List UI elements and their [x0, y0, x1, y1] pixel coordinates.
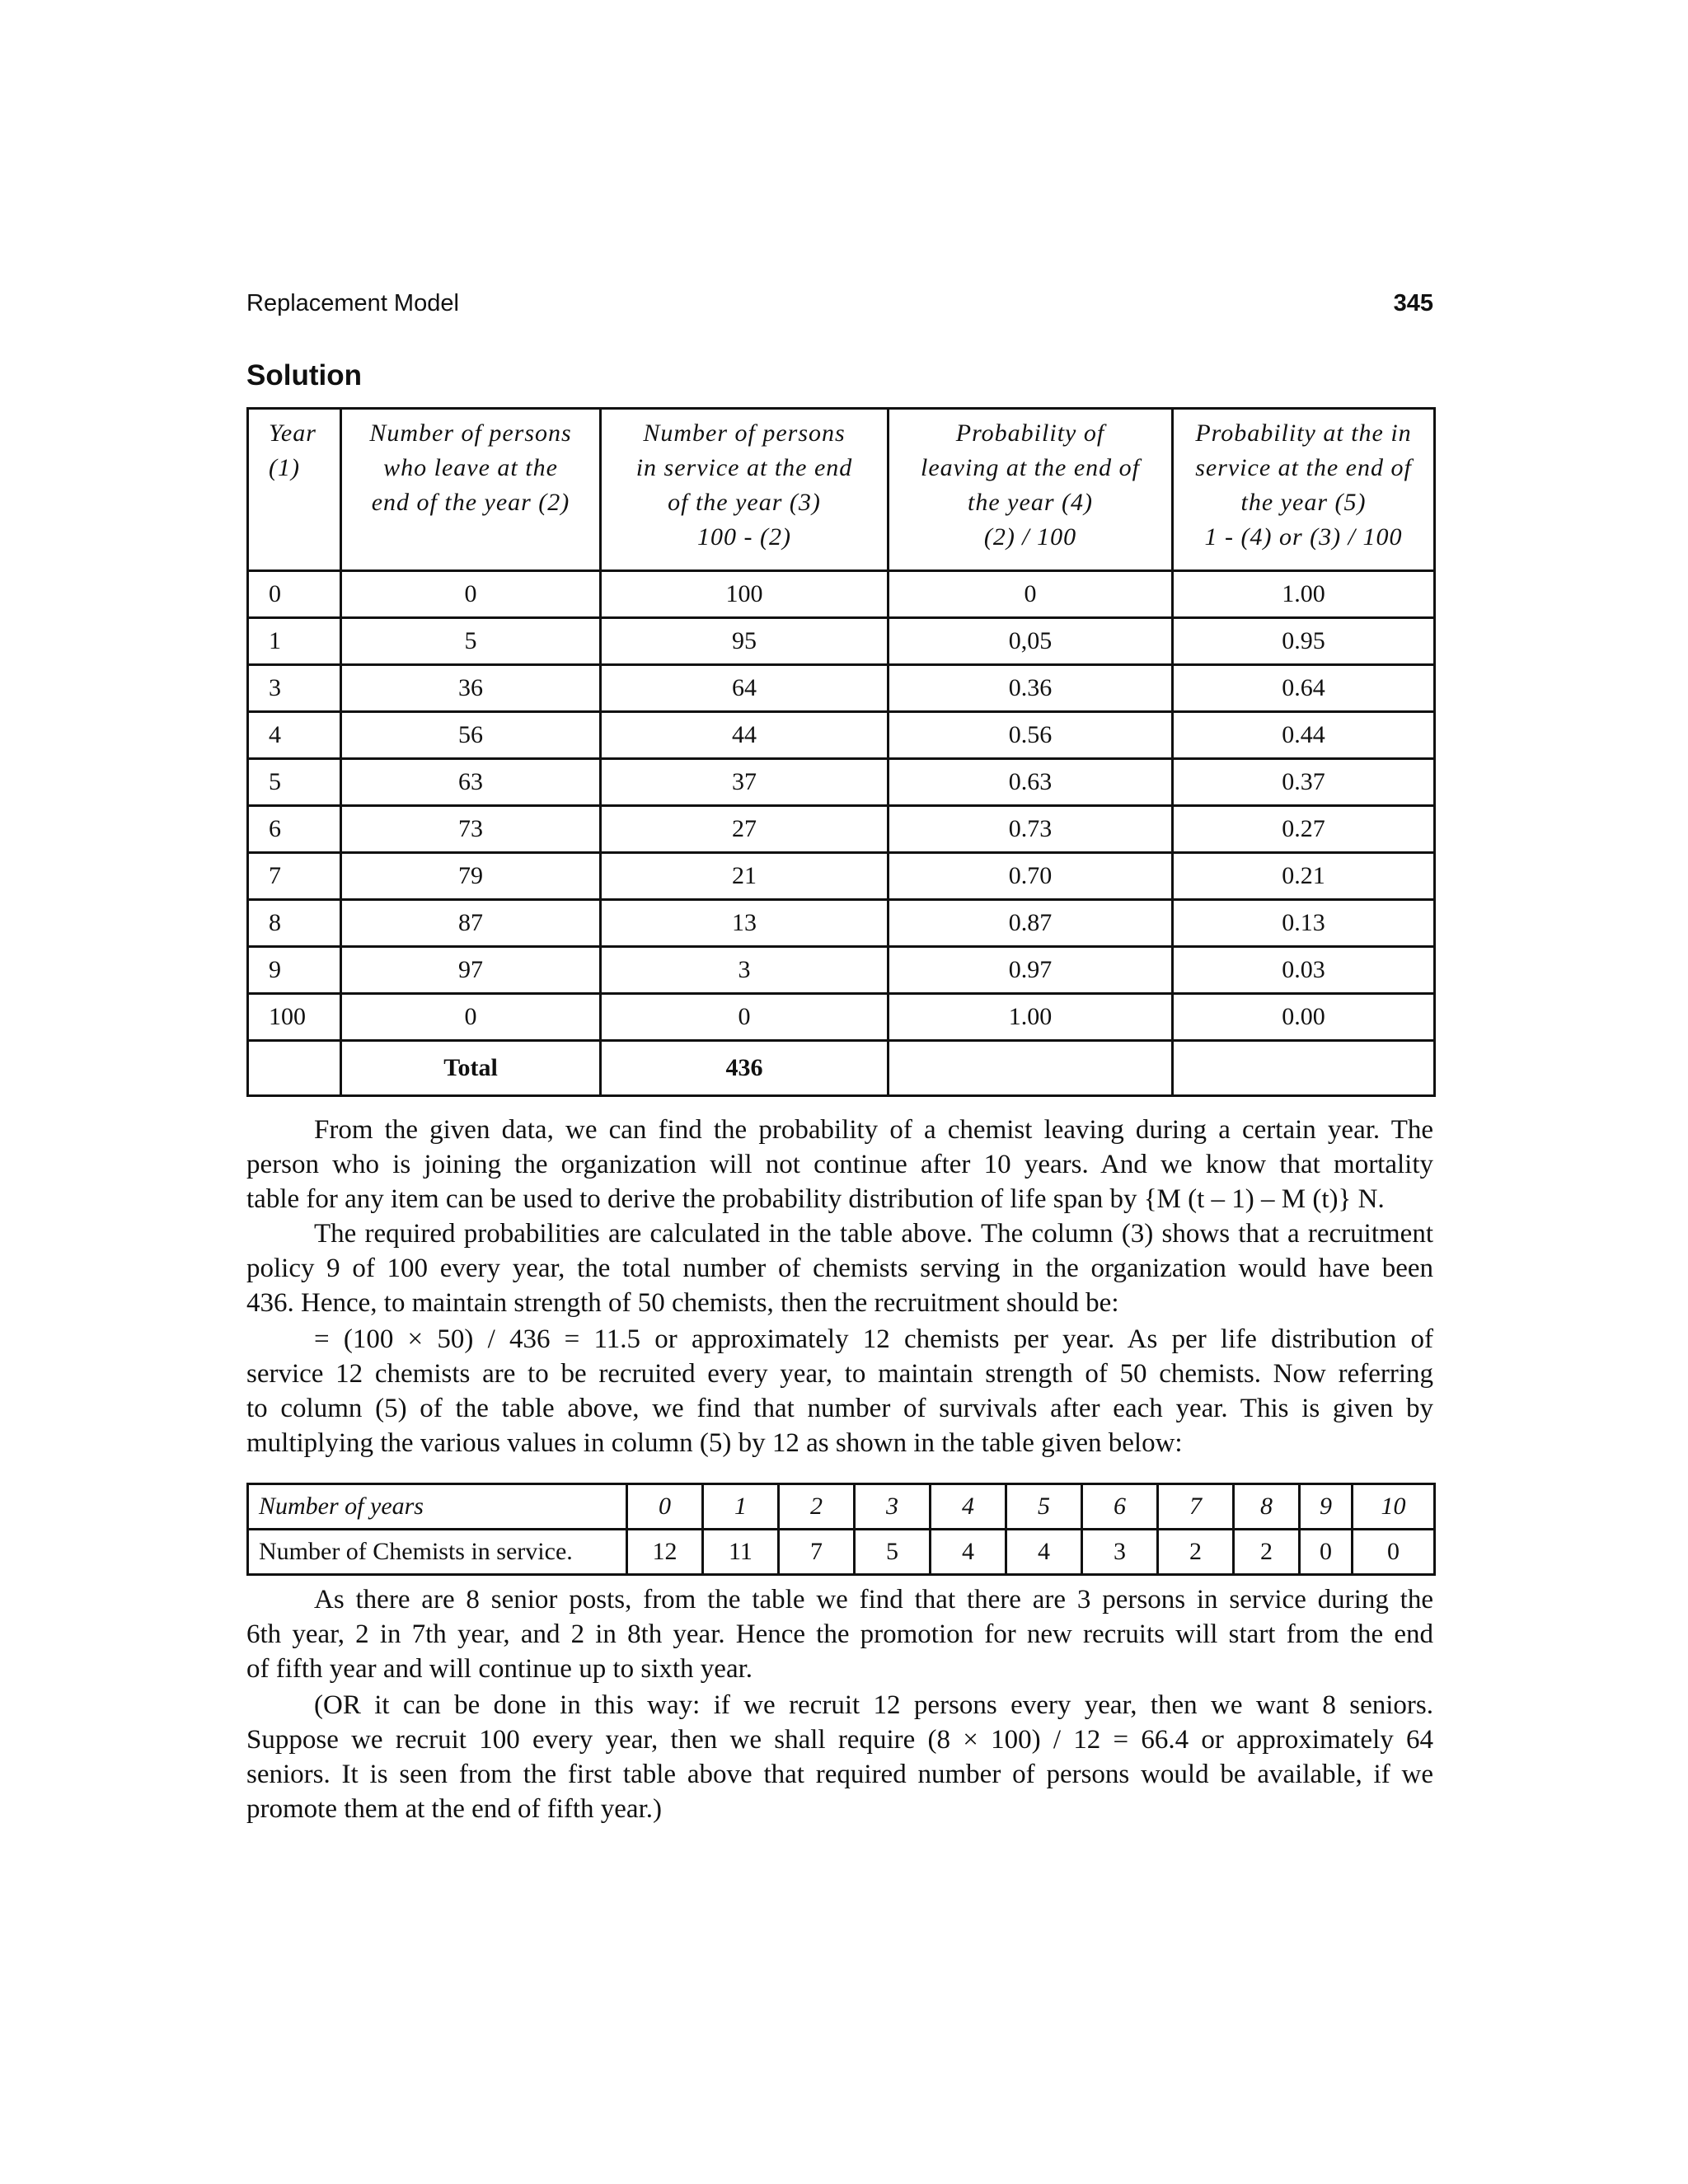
text-line: to column (5) of the table above, we find that number of survivals after each year. This is given by — [246, 1394, 1433, 1423]
table-cell: 0.36 — [889, 665, 1173, 712]
table-cell: 36 — [341, 665, 601, 712]
year-cell: 5 — [1006, 1484, 1082, 1530]
table-cell: 0.63 — [889, 759, 1173, 806]
chemists-cell: 2 — [1158, 1530, 1234, 1575]
text-line: = (100 × 50) / 436 = 11.5 or approximately 12 chemists per year. As per life distribution of — [314, 1324, 1433, 1354]
table-row — [248, 618, 1435, 665]
year-cell: 7 — [1158, 1484, 1234, 1530]
header-line: Probability at the in — [1195, 419, 1412, 447]
text-line: policy 9 of 100 every year, the total number of chemists serving in the organization would have been — [246, 1254, 1433, 1283]
chemists-cell: 7 — [779, 1530, 855, 1575]
header-line: (2) / 100 — [983, 523, 1077, 551]
table-cell: 1.00 — [889, 994, 1173, 1041]
table-cell: 0.03 — [1173, 947, 1435, 994]
header-line: 100 - (2) — [697, 523, 791, 551]
year-cell: 6 — [1082, 1484, 1158, 1530]
chemists-cell: 12 — [627, 1530, 703, 1575]
text-line: multiplying the various values in column (5) by 12 as shown in the table given below: — [246, 1428, 1183, 1458]
total-cell — [248, 1041, 341, 1096]
year-cell: 0 — [627, 1484, 703, 1530]
table-cell: 0.27 — [1173, 806, 1435, 853]
chemists-in-service-table — [246, 1483, 1436, 1576]
table-row — [248, 759, 1435, 806]
chemists-label: Number of Chemists in service. — [248, 1530, 627, 1575]
table-cell: 56 — [341, 712, 601, 759]
chemists-cell: 0 — [1353, 1530, 1435, 1575]
running-title: Replacement Model — [246, 290, 459, 316]
text-line: (OR it can be done in this way: if we recruit 12 persons every year, then we want 8 seniors. — [314, 1690, 1433, 1720]
table-cell: 0.44 — [1173, 712, 1435, 759]
chemists-cell: 3 — [1082, 1530, 1158, 1575]
chemists-cell: 2 — [1234, 1530, 1300, 1575]
column-header-5 — [1173, 409, 1435, 571]
table-cell: 73 — [341, 806, 601, 853]
year-cell: 1 — [703, 1484, 779, 1530]
header-line: who leave at the — [383, 454, 558, 481]
table-cell: 87 — [341, 900, 601, 947]
text-line: As there are 8 senior posts, from the table we find that there are 3 persons in service during the — [314, 1585, 1433, 1615]
year-cell: 10 — [1353, 1484, 1435, 1530]
column-header-3 — [601, 409, 889, 571]
header-line: 1 - (4) or (3) / 100 — [1204, 523, 1403, 551]
table-cell: 3 — [601, 947, 889, 994]
table-cell: 37 — [601, 759, 889, 806]
chemists-row — [248, 1530, 1435, 1575]
total-cell: 436 — [601, 1041, 889, 1096]
table-cell: 0.13 — [1173, 900, 1435, 947]
header-line: Probability of — [955, 419, 1105, 447]
paragraph-2 — [246, 1216, 1433, 1320]
table-cell: 4 — [248, 712, 341, 759]
table-cell: 0.87 — [889, 900, 1173, 947]
header-line: the year (5) — [1240, 489, 1367, 516]
table-cell: 9 — [248, 947, 341, 994]
page-number: 345 — [1393, 290, 1433, 316]
text-line: From the given data, we can find the probability of a chemist leaving during a certain year. The — [314, 1115, 1433, 1145]
total-cell — [1173, 1041, 1435, 1096]
table-row — [248, 853, 1435, 900]
paragraph-4 — [246, 1582, 1433, 1686]
table-cell: 27 — [601, 806, 889, 853]
table-cell: 6 — [248, 806, 341, 853]
header-line: service at the end of — [1195, 454, 1412, 481]
column-header-4 — [889, 409, 1173, 571]
header-line: in service at the end — [635, 454, 853, 481]
table-cell: 0.97 — [889, 947, 1173, 994]
text-line: The required probabilities are calculated in the table above. The column (3) shows that a recruitment — [314, 1219, 1433, 1249]
table-cell: 0.95 — [1173, 618, 1435, 665]
chemists-cell: 5 — [855, 1530, 931, 1575]
text-line: 436. Hence, to maintain strength of 50 chemists, then the recruitment should be: — [246, 1288, 1119, 1318]
table-cell: 13 — [601, 900, 889, 947]
year-cell: 8 — [1234, 1484, 1300, 1530]
chemists-cell: 4 — [931, 1530, 1006, 1575]
chemists-cell: 4 — [1006, 1530, 1082, 1575]
table-cell: 3 — [248, 665, 341, 712]
table-cell: 21 — [601, 853, 889, 900]
table-row — [248, 994, 1435, 1041]
year-cell: 3 — [855, 1484, 931, 1530]
table-cell: 0 — [341, 571, 601, 618]
header-line: of the year (3) — [668, 489, 821, 516]
table-row — [248, 900, 1435, 947]
text-line: of fifth year and will continue up to sixth year. — [246, 1654, 753, 1684]
table-row — [248, 712, 1435, 759]
header-line: leaving at the end of — [921, 454, 1140, 481]
table-cell: 0.37 — [1173, 759, 1435, 806]
probability-table — [246, 407, 1436, 1097]
header-line: the year (4) — [968, 489, 1093, 516]
total-cell: Total — [341, 1041, 601, 1096]
table-cell: 97 — [341, 947, 601, 994]
table-row — [248, 665, 1435, 712]
column-header-2 — [341, 409, 601, 571]
paragraph-1 — [246, 1113, 1433, 1216]
total-cell — [889, 1041, 1173, 1096]
table-cell: 63 — [341, 759, 601, 806]
table-row — [248, 571, 1435, 618]
table-cell: 64 — [601, 665, 889, 712]
year-cell: 9 — [1300, 1484, 1353, 1530]
page-header — [246, 290, 1433, 323]
text-line: 6th year, 2 in 7th year, and 2 in 8th year. Hence the promotion for new recruits will start from the end — [246, 1619, 1433, 1649]
table-cell: 0 — [248, 571, 341, 618]
table-cell: 79 — [341, 853, 601, 900]
text-line: seniors. It is seen from the first table above that required number of persons would be available, if we — [246, 1760, 1433, 1789]
total-row — [248, 1041, 1435, 1096]
table-header-row — [248, 409, 1435, 571]
chemists-cell: 11 — [703, 1530, 779, 1575]
header-line: Year — [269, 419, 316, 447]
table-row — [248, 947, 1435, 994]
table-cell: 5 — [341, 618, 601, 665]
column-header-1 — [248, 409, 341, 571]
table-cell: 0.00 — [1173, 994, 1435, 1041]
table-cell: 44 — [601, 712, 889, 759]
text-line: table for any item can be used to derive the probability distribution of life span by {M (t – 1) – M (t)} N. — [246, 1184, 1385, 1214]
table-cell: 0 — [341, 994, 601, 1041]
text-line: service 12 chemists are to be recruited every year, to maintain strength of 50 chemists. Now referring — [246, 1359, 1433, 1389]
year-cell: 4 — [931, 1484, 1006, 1530]
table-cell: 1 — [248, 618, 341, 665]
table-cell: 5 — [248, 759, 341, 806]
header-line: Number of persons — [369, 419, 572, 447]
table-cell: 0.64 — [1173, 665, 1435, 712]
table-cell: 0 — [889, 571, 1173, 618]
table-cell: 0.73 — [889, 806, 1173, 853]
year-cell: 2 — [779, 1484, 855, 1530]
table-cell: 7 — [248, 853, 341, 900]
header-line: (1) — [269, 454, 300, 481]
years-row — [248, 1484, 1435, 1530]
chemists-cell: 0 — [1300, 1530, 1353, 1575]
header-line: end of the year (2) — [371, 489, 570, 516]
header-line: Number of persons — [643, 419, 846, 447]
table-cell: 95 — [601, 618, 889, 665]
text-line: person who is joining the organization will not continue after 10 years. And we know that mortality — [246, 1150, 1433, 1179]
paragraph-3 — [246, 1322, 1433, 1460]
table-cell: 100 — [248, 994, 341, 1041]
paragraph-5 — [246, 1688, 1433, 1826]
table-cell: 0,05 — [889, 618, 1173, 665]
table-cell: 8 — [248, 900, 341, 947]
section-heading: Solution — [246, 359, 362, 391]
table-cell: 0.21 — [1173, 853, 1435, 900]
years-label: Number of years — [248, 1484, 627, 1530]
table-cell: 0 — [601, 994, 889, 1041]
text-line: promote them at the end of fifth year.) — [246, 1794, 662, 1824]
table-cell: 0.56 — [889, 712, 1173, 759]
table-cell: 1.00 — [1173, 571, 1435, 618]
table-row — [248, 806, 1435, 853]
text-line: Suppose we recruit 100 every year, then we shall require (8 × 100) / 12 = 66.4 or approximately 64 — [246, 1725, 1433, 1755]
table-cell: 100 — [601, 571, 889, 618]
table-cell: 0.70 — [889, 853, 1173, 900]
